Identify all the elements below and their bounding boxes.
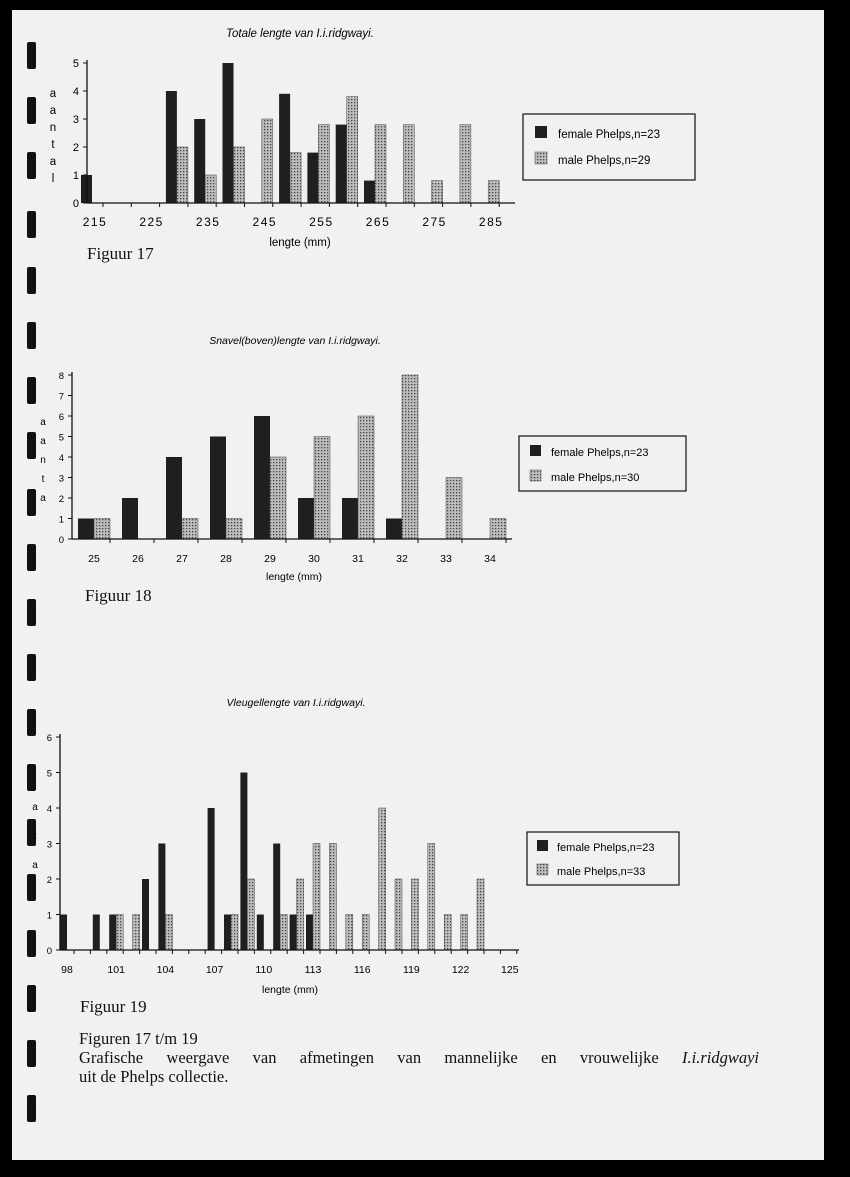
caption-line-1: Figuren 17 t/m 19: [79, 1029, 198, 1048]
bar-female: [307, 153, 318, 203]
bar-male: [446, 478, 462, 540]
x-tick-label: 215: [82, 215, 108, 229]
y-tick-label: 1: [46, 910, 52, 922]
x-tick-label: 245: [252, 215, 278, 229]
bar-male: [347, 97, 358, 203]
bar-female: [158, 844, 165, 951]
x-tick-label: 26: [132, 553, 144, 565]
legend-male-swatch: [535, 152, 547, 164]
x-tick-label: 29: [264, 553, 276, 565]
y-tick-label: 4: [46, 804, 52, 815]
bar-male: [247, 879, 254, 950]
bar-male: [329, 844, 336, 951]
x-tick-label: 31: [352, 553, 364, 565]
x-axis-label: lengte (mm): [269, 237, 331, 249]
bar-male: [226, 519, 242, 540]
y-tick-label: 2: [46, 875, 52, 886]
bar-female: [306, 915, 313, 951]
y-tick-label: 8: [58, 371, 64, 382]
figure-label-19: Figuur 19: [80, 997, 147, 1016]
bar-male: [182, 519, 198, 540]
bar-male: [297, 879, 304, 950]
legend-female-swatch: [530, 445, 541, 456]
y-axis-label: [32, 802, 38, 871]
x-tick-label: 101: [107, 964, 125, 976]
bar-female: [279, 94, 290, 203]
bar-male: [358, 416, 374, 539]
bar-female: [336, 125, 347, 203]
legend: [527, 832, 679, 885]
bar-male: [116, 915, 123, 951]
figure-caption: [79, 1029, 759, 1086]
bar-female: [257, 915, 264, 951]
x-tick-label: 119: [403, 964, 420, 976]
bar-male: [490, 519, 506, 540]
figure-label-17: Figuur 17: [87, 244, 154, 263]
y-axis-letter: a: [49, 88, 57, 100]
bar-male: [318, 125, 329, 203]
bar-male: [346, 915, 353, 951]
bar-male: [477, 879, 484, 950]
y-axis-letter: t: [51, 138, 55, 151]
x-tick-label: 107: [205, 964, 224, 976]
y-tick-label: 1: [72, 170, 79, 182]
bar-male: [262, 119, 273, 203]
x-tick-label: 98: [61, 964, 73, 976]
bar-male: [375, 125, 386, 203]
legend-female-swatch: [535, 126, 547, 138]
y-axis-label: [50, 88, 57, 185]
x-tick-label: 275: [422, 215, 447, 229]
bar-female: [194, 119, 205, 203]
y-tick-label: 3: [72, 114, 79, 126]
x-axis-label: lengte (mm): [265, 571, 323, 583]
bar-male: [428, 844, 435, 951]
bar-female: [298, 498, 314, 539]
x-tick-label: 225: [139, 215, 164, 229]
x-axis-label: lengte (mm): [261, 984, 319, 996]
x-tick-label: 110: [255, 964, 273, 976]
bar-female: [166, 457, 182, 539]
x-tick-label: 34: [484, 553, 496, 565]
bar-male: [444, 915, 451, 951]
bar-male: [395, 879, 402, 950]
legend: [523, 114, 695, 180]
bar-female: [78, 519, 94, 540]
y-tick-label: 7: [58, 391, 64, 403]
chart-title: Vleugellengte van I.i.ridgwayi.: [226, 697, 366, 709]
x-tick-label: 125: [501, 964, 519, 976]
bar-female: [273, 844, 280, 951]
y-axis-letter: a: [49, 155, 57, 168]
x-tick-label: 25: [88, 553, 100, 565]
bar-female: [224, 915, 231, 951]
bar-female: [223, 63, 234, 203]
x-tick-label: 235: [195, 215, 221, 229]
x-tick-label: 285: [478, 215, 504, 229]
bar-female: [109, 915, 116, 951]
y-axis-letter: t: [33, 831, 37, 842]
legend-female-swatch: [537, 840, 548, 851]
bar-female: [208, 808, 215, 950]
y-axis-letter: t: [41, 474, 45, 485]
x-tick-label: 265: [365, 215, 391, 229]
y-tick-label: 0: [72, 198, 79, 210]
bar-male: [488, 181, 499, 203]
figure-label-18: Figuur 18: [85, 586, 152, 605]
legend-female-label: female Phelps,n=23: [557, 842, 655, 854]
bar-male: [234, 147, 245, 203]
y-axis-letter: a: [32, 860, 38, 871]
y-tick-label: 2: [72, 142, 79, 154]
bar-male: [280, 915, 287, 951]
bar-male: [94, 519, 110, 540]
chart-vleugellengte: [32, 697, 679, 996]
y-tick-label: 4: [58, 453, 64, 464]
bar-female: [166, 91, 177, 203]
y-axis-letter: a: [32, 802, 38, 813]
x-tick-label: 104: [156, 964, 175, 976]
y-axis-label: [40, 417, 46, 504]
bar-male: [379, 808, 386, 950]
species-name: I.i.ridgwayi: [682, 1048, 759, 1067]
y-tick-label: 4: [72, 86, 79, 98]
legend: [519, 436, 686, 491]
x-tick-label: 113: [304, 964, 322, 976]
bar-male: [314, 437, 330, 540]
legend-male-swatch: [537, 864, 548, 875]
y-axis-letter: n: [49, 121, 57, 134]
x-tick-label: 255: [309, 215, 334, 229]
x-tick-label: 27: [176, 553, 188, 565]
bar-male: [460, 125, 471, 203]
bar-male: [461, 915, 468, 951]
bar-male: [402, 375, 418, 539]
caption-line-3: uit de Phelps collectie.: [79, 1067, 229, 1086]
y-tick-label: 0: [58, 535, 64, 546]
bar-female: [93, 915, 100, 951]
bar-male: [270, 457, 286, 539]
y-tick-label: 5: [58, 432, 64, 444]
bar-male: [231, 915, 238, 951]
y-tick-label: 5: [72, 58, 79, 70]
y-axis-letter: a: [40, 417, 46, 428]
chart-title: Totale lengte van I.i.ridgwayi.: [226, 28, 374, 40]
y-tick-label: 2: [58, 494, 64, 505]
caption-line-2: Grafische weergave van afmetingen van mannelijke en vrouwelijke I.i.ridgwayi: [79, 1048, 759, 1067]
bar-male: [403, 125, 414, 203]
y-tick-label: 6: [46, 733, 52, 744]
y-tick-label: 3: [58, 473, 64, 485]
bar-female: [210, 437, 226, 540]
bar-female: [254, 416, 270, 539]
y-axis-letter: a: [40, 436, 46, 447]
y-tick-label: 1: [58, 514, 64, 526]
bar-male: [205, 175, 216, 203]
x-tick-label: 30: [308, 553, 320, 565]
y-tick-label: 6: [58, 412, 64, 423]
legend-female-label: female Phelps,n=23: [551, 447, 649, 459]
legend-female-label: female Phelps,n=23: [558, 129, 660, 141]
y-axis-letter: a: [49, 104, 57, 117]
bar-female: [240, 773, 247, 951]
y-tick-label: 5: [46, 768, 52, 780]
bar-female: [364, 181, 375, 203]
bar-male: [133, 915, 140, 951]
legend-male-label: male Phelps,n=29: [558, 155, 651, 167]
x-tick-label: 116: [353, 964, 371, 976]
chart-title: Snavel(boven)lengte van I.i.ridgwayi.: [209, 335, 381, 347]
x-tick-label: 28: [220, 553, 232, 565]
bar-male: [165, 915, 172, 951]
bar-female: [386, 519, 402, 540]
x-tick-label: 32: [396, 553, 408, 565]
bar-male: [313, 844, 320, 951]
x-tick-label: 122: [451, 964, 470, 976]
legend-male-swatch: [530, 470, 541, 481]
y-axis-letter: n: [40, 455, 46, 466]
bar-male: [290, 153, 301, 203]
x-tick-label: 33: [440, 553, 452, 565]
bar-male: [177, 147, 188, 203]
chart-totale-lengte: [50, 28, 695, 249]
bar-male: [362, 915, 369, 951]
bar-male: [411, 879, 418, 950]
y-tick-label: 0: [46, 946, 52, 957]
legend-male-label: male Phelps,n=33: [557, 866, 646, 878]
bar-female: [290, 915, 297, 951]
y-axis-letter: a: [40, 493, 46, 504]
legend-male-label: male Phelps,n=30: [551, 472, 640, 484]
bar-female: [142, 879, 149, 950]
bar-female: [122, 498, 138, 539]
bar-female: [342, 498, 358, 539]
y-tick-label: 3: [46, 839, 52, 851]
y-axis-letter: l: [51, 172, 55, 185]
bar-male: [432, 181, 443, 203]
bar-female: [60, 915, 67, 951]
chart-snavellengte: [40, 335, 686, 583]
